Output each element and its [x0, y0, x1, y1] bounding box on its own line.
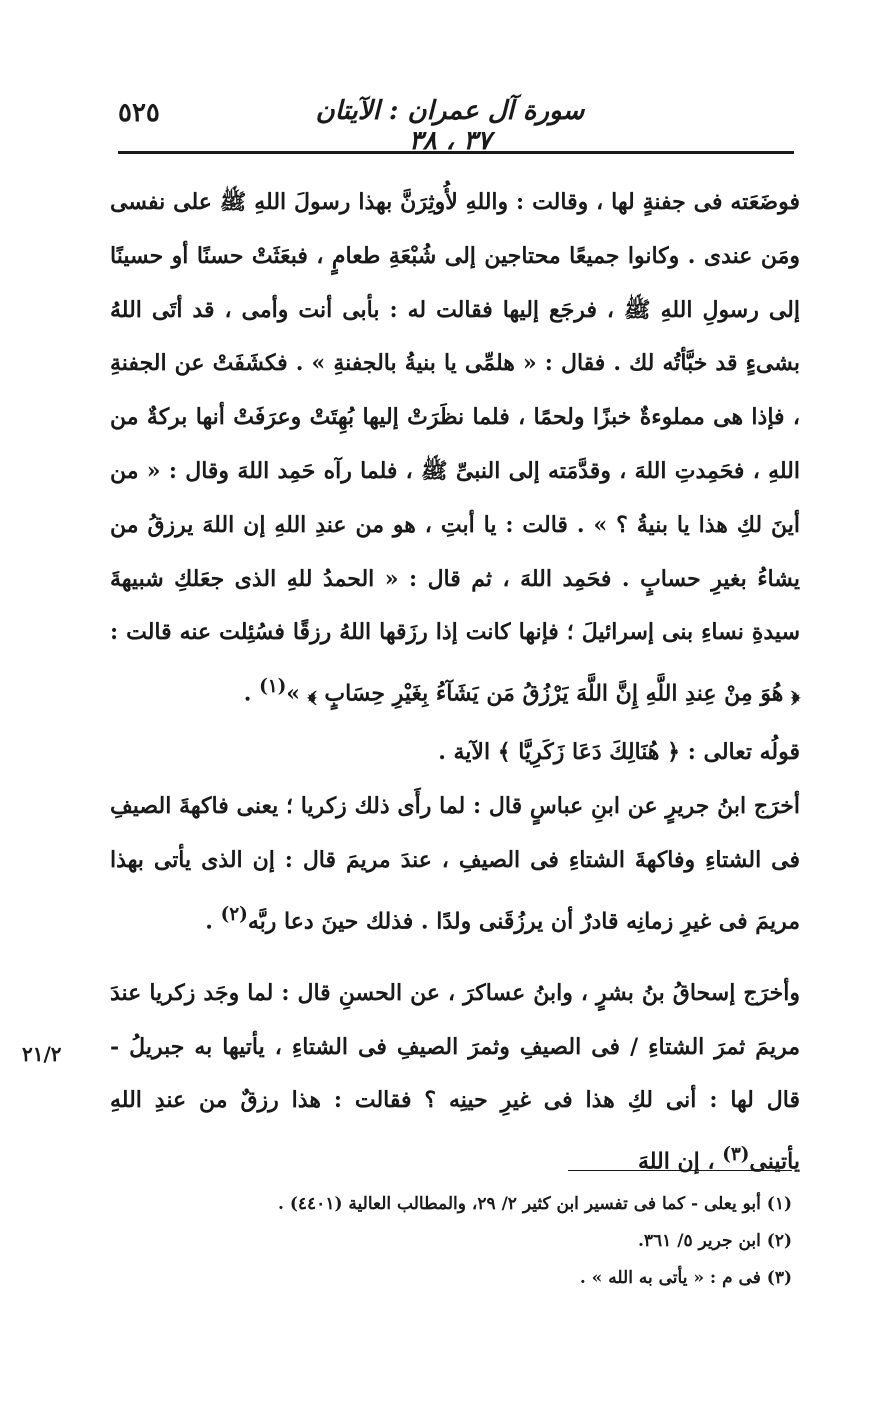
footnote-2: (٢) ابن جرير ٥/ ٣٦١. — [638, 1231, 792, 1251]
paragraph-3-tail: ، إن اللهَ — [637, 1148, 723, 1175]
paragraph-gap — [110, 949, 800, 967]
paragraph-2-end: . — [205, 908, 221, 935]
paragraph-1 — [110, 176, 800, 721]
main-text — [110, 176, 800, 1189]
footnotes — [200, 1186, 792, 1297]
footnote-ref-1: (١) — [259, 676, 287, 698]
paragraph-3-text: وأخرَج إسحاقُ بنُ بشرٍ ، وابنُ عساكرَ ، عن الحسنِ قال : لما وجَد زكريا عندَ مريمَ ثمرَ الشتاءِ / فى الصيفِ وثمرَ الصيفِ فى الشتاءِ ، يأتيها به جبريلُ - قال لها : أنى لكِ هذا فى غيرِ حينِه ؟ فقالت : هذا رزقٌ من عندِ اللهِ يأتينى — [110, 979, 800, 1175]
footnote-1: (١) أبو يعلى - كما فى تفسير ابن كثير ٢/ ٢٩، والمطالب العالية (٤٤٠١) . — [278, 1194, 792, 1214]
margin-note: ٢١/٢ — [22, 1042, 62, 1066]
header-rule — [118, 151, 794, 154]
paragraph-1-end: . — [243, 680, 260, 707]
page-number: ٥٢٥ — [118, 98, 160, 128]
paragraph-3 — [110, 967, 800, 1190]
section-title: قولُه تعالى : ﴿ هُنَالِكَ دَعَا زَكَرِيَّا ﴾ الآية . — [438, 739, 800, 766]
paragraph-1-text: فوضَعَته فى جفنةٍ لها ، وقالت : واللهِ لأُوثِرَنَّ بهذا رسولَ اللهِ ﷺ على نفسى ومَن عندى . وكانوا جميعًا محتاجين إلى شُبْعَةِ طعامٍ ، فبعَثَتْ حسنًا أو حسينًا إلى رسولِ اللهِ ﷺ ، فرجَع إليها فقالت له : بأبى أنت وأمى ، قد أتَى اللهُ بشىءٍ قد خبَّأتُه لك . فقال : « هلمِّى يا بنيةُ بالجفنةِ » . فكشَفَتْ عن الجفنةِ ، فإذا هى مملوءةٌ خبزًا ولحمًا ، فلما نظَرَتْ إليها بُهِتَتْ وعرَفَتْ أنها بركةٌ من اللهِ ، فحَمِدتِ اللهَ ، وقدَّمَته إلى النبىِّ ﷺ ، فلما رآه حَمِد اللهَ وقال : « من أينَ لكِ هذا يا بنيةُ ؟ » . قالت : يا أبتِ ، هو من عندِ اللهِ إن اللهَ يرزقُ من يشاءُ بغيرِ حسابٍ . فحَمِد اللهَ ، ثم قال : « الحمدُ للهِ الذى جعَلكِ شبيهةَ سيدةِ نساءِ بنى إسرائيلَ ؛ فإنها كانت إذا رزَقها اللهُ رزقًا فسُئِلت عنه قالت : ﴿ هُوَ مِنْ عِندِ اللَّهِ إِنَّ اللَّهَ يَرْزُقُ مَن يَشَآءُ بِغَيْرِ حِسَابٍ ﴾ » — [110, 189, 800, 707]
footnote-ref-3: (٣) — [722, 1144, 750, 1166]
footnote-ref-2: (٢) — [220, 903, 248, 925]
running-head: سورة آل عمران : الآيتان ٣٧ ، ٣٨ — [315, 96, 585, 156]
footnote-rule — [568, 1170, 792, 1171]
paragraph-2-text: أخرَج ابنُ جريرٍ عن ابنِ عباسٍ قال : لما رأَى ذلك زكريا ؛ يعنى فاكهةَ الصيفِ فى الشتاءِ وفاكهةَ الشتاءِ فى الصيفِ ، عندَ مريمَ قال : إن الذى يأتى بهذا مريمَ فى غيرِ زمانِه قادرٌ أن يرزُقَنى ولدًا . فذلك حينَ دعا ربَّه — [110, 793, 800, 935]
footnote-3: (٣) فى م : « يأتى به الله » . — [579, 1268, 792, 1288]
paragraph-2 — [110, 780, 800, 949]
